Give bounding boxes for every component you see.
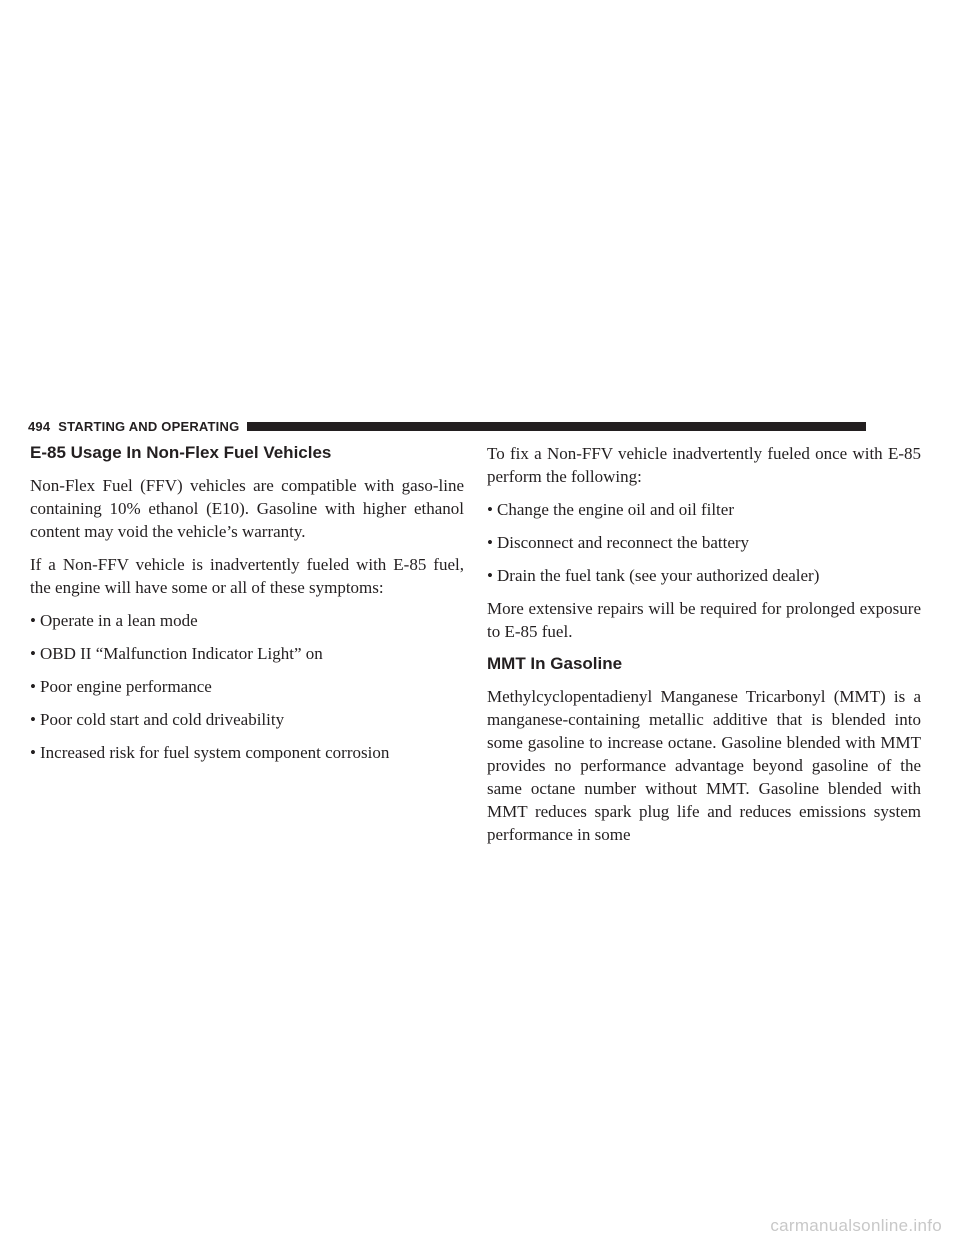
list-item: • Poor engine performance: [30, 677, 212, 696]
bullet-icon: •: [30, 743, 36, 762]
list-item: • Operate in a lean mode: [30, 611, 198, 630]
paragraph-prolonged-exposure: More extensive repairs will be required for prolonged exposure to E-85 fuel.: [487, 599, 921, 641]
bullet-icon: •: [487, 500, 493, 519]
right-column: [487, 442, 921, 856]
bullet-icon: •: [30, 644, 36, 663]
header-rule: [247, 422, 866, 431]
list-item: • Poor cold start and cold driveability: [30, 710, 285, 729]
list-item: • Drain the fuel tank (see your authorized dealer): [487, 566, 820, 585]
bullet-icon: •: [487, 533, 493, 552]
bullet-icon: •: [30, 611, 36, 630]
page-number: 494: [28, 418, 51, 434]
section-heading-e85: E-85 Usage In Non-Flex Fuel Vehicles: [30, 443, 332, 462]
paragraph-mmt: Methylcyclopentadienyl Manganese Tricarbonyl (MMT) is a manganese-containing metallic additive that is blended into some gasoline to increase octane. Gasoline blended with MMT provides no performance advantage beyond gasoline of the same octane number without MMT. Gasoline blended with MMT reduces spark plug life and reduces emissions system performance in some: [487, 687, 921, 844]
list-item: • Disconnect and reconnect the battery: [487, 533, 750, 552]
paragraph-fix-intro: To fix a Non-FFV vehicle inadvertently fueled once with E-85 perform the following:: [487, 444, 921, 486]
section-title: STARTING AND OPERATING: [58, 418, 240, 434]
list-item: • Increased risk for fuel system component corrosion: [30, 743, 390, 762]
list-item: • OBD II “Malfunction Indicator Light” on: [30, 644, 323, 663]
bullet-icon: •: [30, 677, 36, 696]
bullet-icon: •: [487, 566, 493, 585]
section-heading-mmt: MMT In Gasoline: [487, 654, 623, 673]
paragraph-symptoms-intro: If a Non-FFV vehicle is inadvertently fueled with E-85 fuel, the engine will have some or all of these symptoms:: [30, 555, 464, 597]
left-column: [30, 442, 464, 774]
watermark: carmanualsonline.info: [770, 1216, 942, 1235]
page-header: [28, 418, 866, 434]
list-item: • Change the engine oil and oil filter: [487, 500, 734, 519]
bullet-icon: •: [30, 710, 36, 729]
paragraph-compatibility: Non-Flex Fuel (FFV) vehicles are compatible with gaso-line containing 10% ethanol (E10). Gasoline with higher ethanol content may void the vehicle’s warranty.: [30, 476, 464, 541]
symptoms-list: [30, 609, 464, 764]
fix-steps-list: [487, 498, 921, 587]
